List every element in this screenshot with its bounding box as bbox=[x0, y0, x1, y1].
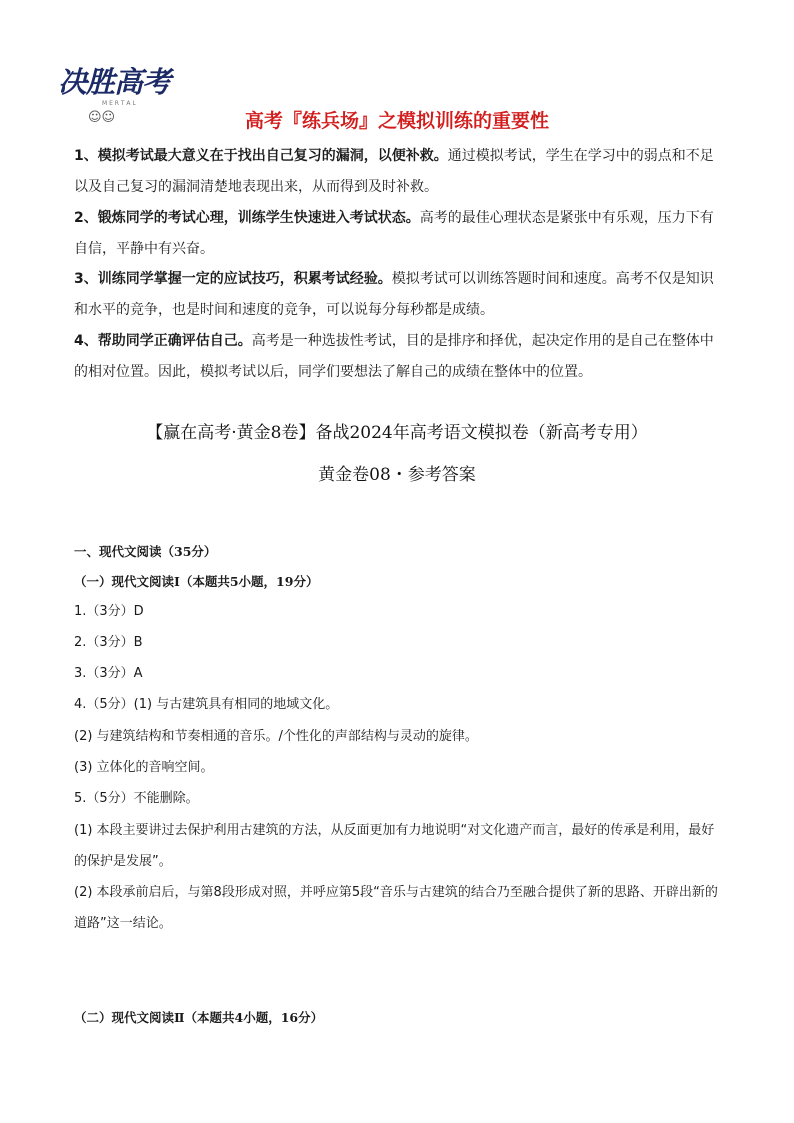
answer-4-2: (2) 与建筑结构和节奏相通的音乐。/个性化的声部结构与灵动的旋律。 bbox=[74, 729, 478, 744]
answer-3: 3.（3分）A bbox=[74, 666, 143, 681]
answer-5-1: (1) 本段主要讲过去保护利用古建筑的方法，从反面更加有力地说明“对文化遗产而言，最好的传承是利用，最好的保护是发展”。 bbox=[74, 823, 715, 869]
answer-1: 1.（3分）D bbox=[74, 604, 144, 619]
answer-5: 5.（5分）不能删除。 bbox=[74, 791, 199, 806]
answer-5-2: (2) 本段承前启后，与第8段形成对照，并呼应第5段“音乐与古建筑的结合乃至融合提供了新的思路、开辟出新的道路”这一结论。 bbox=[74, 885, 718, 931]
answer-4-3: (3) 立体化的音响空间。 bbox=[74, 760, 214, 775]
point-4-text: 高考是一种选拔性考试，目的是排序和择优，起决定作用的是自己在整体中的相对位置。因此，模拟考试以后，同学们要想法了解自己的成绩在整体中的位置。 bbox=[74, 333, 714, 380]
exam-subtitle: 黄金卷08・参考答案 bbox=[318, 465, 476, 485]
logo-subtitle: M E R T A L bbox=[102, 100, 136, 107]
point-3-text: 模拟考试可以训练答题时间和速度。高考不仅是知识和水平的竞争，也是时间和速度的竞争，可以说每分每秒都是成绩。 bbox=[74, 271, 714, 318]
exam-title: 【赢在高考·黄金8卷】备战2024年高考语文模拟卷（新高考专用） bbox=[146, 423, 648, 443]
point-2-bold: 2、锻炼同学的考试心理，训练学生快速进入考试状态。 bbox=[74, 210, 420, 226]
point-4-bold: 4、帮助同学正确评估自己。 bbox=[74, 333, 252, 349]
intro-point-2 bbox=[74, 203, 726, 265]
intro-point-1 bbox=[74, 141, 726, 203]
students-icon: ☺☺ bbox=[88, 110, 116, 125]
point-3-bold: 3、训练同学掌握一定的应试技巧，积累考试经验。 bbox=[74, 271, 392, 287]
intro-title: 高考『练兵场』之模拟训练的重要性 bbox=[244, 110, 549, 132]
answer-4: 4.（5分）(1) 与古建筑具有相同的地域文化。 bbox=[74, 697, 339, 712]
answer-2: 2.（3分）B bbox=[74, 635, 143, 650]
intro-point-3 bbox=[74, 264, 726, 326]
part2-heading: （二）现代文阅读Ⅱ（本题共4小题，16分） bbox=[74, 1010, 324, 1025]
section-heading: 一、现代文阅读（35分） bbox=[74, 544, 217, 559]
point-1-bold: 1、模拟考试最大意义在于找出自己复习的漏洞，以便补救。 bbox=[74, 148, 448, 164]
logo-text: 决胜高考 bbox=[58, 65, 171, 99]
part1-heading: （一）现代文阅读Ⅰ（本题共5小题，19分） bbox=[74, 574, 319, 589]
point-2-text: 高考的最佳心理状态是紧张中有乐观，压力下有自信，平静中有兴奋。 bbox=[74, 210, 714, 257]
point-1-text: 通过模拟考试，学生在学习中的弱点和不足以及自己复习的漏洞清楚地表现出来，从而得到及时补救。 bbox=[74, 148, 714, 195]
intro-point-4 bbox=[74, 326, 726, 388]
